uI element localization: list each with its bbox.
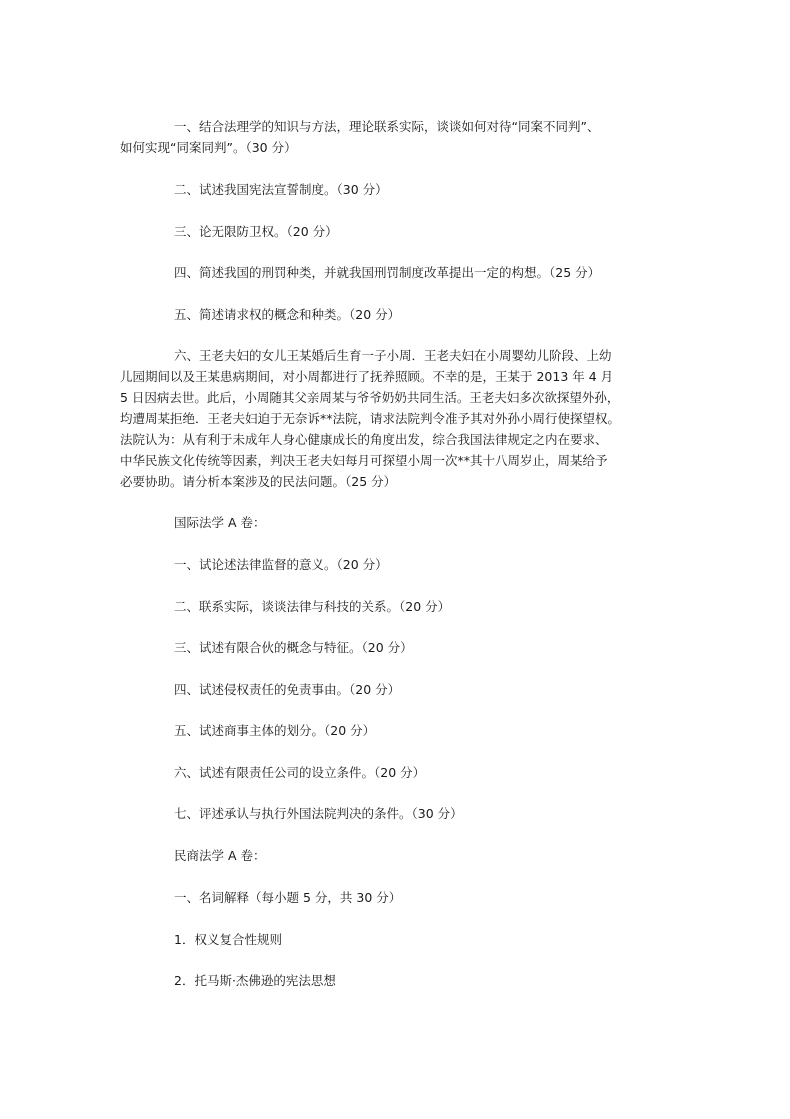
question-1-line-2: 如何实现“同案同判”。（30 分） [120, 140, 297, 155]
intl-question-5: 五、试述商事主体的划分。（20 分） [174, 723, 376, 738]
question-3: 三、论无限防卫权。（20 分） [174, 224, 338, 239]
civil-question-1: 一、名词解释（每小题 5 分，共 30 分） [174, 890, 402, 905]
intl-question-2: 二、联系实际，谈谈法律与科技的关系。（20 分） [174, 599, 451, 614]
question-1-line-1: 一、结合法理学的知识与方法，理论联系实际，谈谈如何对待“同案不同判”、 [174, 119, 600, 134]
section-heading-civil-commercial-law: 民商法学 A 卷： [174, 848, 266, 863]
question-6-line-4: 均遭周某拒绝．王老夫妇迫于无奈诉**法院，请求法院判令准予其对外孙小周行使探望权。 [120, 411, 621, 426]
question-6-line-2: 儿园期间以及王某患病期间，对小周都进行了抚养照顾。不幸的是，王某于 2013 年 4 月 [120, 369, 614, 384]
question-6-line-7: 必要协助。请分析本案涉及的民法问题。（25 分） [120, 474, 397, 489]
intl-question-4: 四、试述侵权责任的免责事由。（20 分） [174, 682, 401, 697]
question-6-line-6: 中华民族文化传统等因素，判决王老夫妇每月可探望小周一次**其十八周岁止，周某给予 [120, 453, 608, 468]
section-heading-international-law: 国际法学 A 卷： [174, 515, 266, 530]
question-4: 四、简述我国的刑罚种类，并就我国刑罚制度改革提出一定的构想。（25 分） [174, 265, 601, 280]
intl-question-6: 六、试述有限责任公司的设立条件。（20 分） [174, 765, 426, 780]
question-6 [120, 345, 680, 492]
civil-item-2: 2．托马斯·杰佛逊的宪法思想 [174, 973, 336, 988]
question-6-line-1: 六、王老夫妇的女儿王某婚后生育一子小周．王老夫妇在小周婴幼儿阶段、上幼 [174, 348, 612, 363]
question-5: 五、简述请求权的概念和种类。（20 分） [174, 307, 401, 322]
civil-item-1: 1．权义复合性规则 [174, 932, 282, 947]
intl-question-1: 一、试论述法律监督的意义。（20 分） [174, 557, 388, 572]
question-6-line-3: 5 日因病去世。此后，小周随其父亲周某与爷爷奶奶共同生活。王老夫妇多次欲探望外孙， [120, 390, 620, 405]
question-6-line-5: 法院认为：从有利于未成年人身心健康成长的角度出发，综合我国法律规定之内在要求、 [120, 432, 608, 447]
question-1 [120, 116, 680, 158]
intl-question-7: 七、评述承认与执行外国法院判决的条件。（30 分） [174, 806, 463, 821]
intl-question-3: 三、试述有限合伙的概念与特征。（20 分） [174, 640, 413, 655]
question-2: 二、试述我国宪法宣誓制度。（30 分） [174, 182, 388, 197]
